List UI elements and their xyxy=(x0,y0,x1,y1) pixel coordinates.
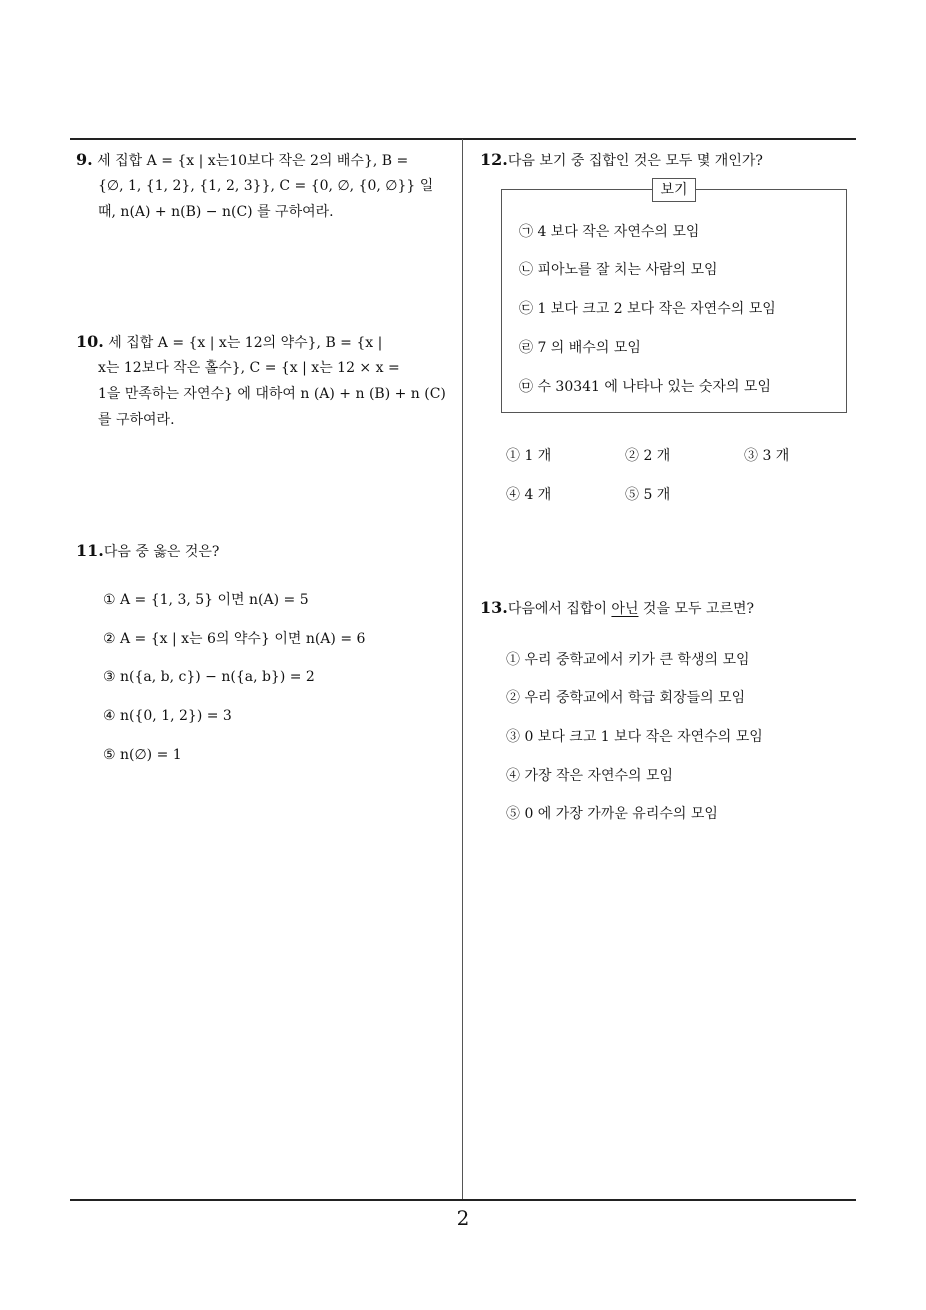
question-text-line: x는 12보다 작은 홀수}, C = {x | x는 12 × x = xyxy=(98,360,400,376)
top-rule xyxy=(70,138,856,140)
choice-1[interactable]: ① 우리 중학교에서 키가 큰 학생의 모임 xyxy=(506,652,750,668)
question-text-line: 1을 만족하는 자연수} 에 대하여 n (A) + n (B) + n (C) xyxy=(98,386,446,402)
question-text: 다음 중 옳은 것은? xyxy=(103,544,220,560)
question-number: 12. xyxy=(480,150,508,169)
choice-4[interactable]: ④ n({0, 1, 2}) = 3 xyxy=(103,708,232,724)
choice-3[interactable]: ③ 3 개 xyxy=(744,448,790,464)
choice-1[interactable]: ① 1 개 xyxy=(506,448,552,464)
choice-3[interactable]: ③ 0 보다 크고 1 보다 작은 자연수의 모임 xyxy=(506,729,763,745)
choice-3[interactable]: ③ n({a, b, c}) − n({a, b}) = 2 xyxy=(103,669,315,685)
question-number: 11. xyxy=(76,541,104,560)
question-text-line: {∅, 1, {1, 2}, {1, 2, 3}}, C = {0, ∅, {0, ∅}} 일 xyxy=(98,178,434,194)
choice-2[interactable]: ② 우리 중학교에서 학급 회장들의 모임 xyxy=(506,690,746,706)
example-item: ㉤ 수 30341 에 나타나 있는 숫자의 모임 xyxy=(519,379,771,395)
choice-5[interactable]: ⑤ n(∅) = 1 xyxy=(103,747,182,763)
question-text-line: 세 집합 A = {x | x는10보다 작은 2의 배수}, B = xyxy=(97,153,409,169)
question-9 xyxy=(76,147,408,174)
choice-5[interactable]: ⑤ 0 에 가장 가까운 유리수의 모임 xyxy=(506,806,718,822)
question-text-line: 때, n(A) + n(B) − n(C) 를 구하여라. xyxy=(98,204,334,220)
question-number: 9. xyxy=(76,150,93,169)
question-text: 다음에서 집합이 xyxy=(507,601,612,617)
example-box-title: 보기 xyxy=(652,178,696,202)
choice-5[interactable]: ⑤ 5 개 xyxy=(625,487,671,503)
column-divider xyxy=(462,139,463,1200)
example-item: ㉣ 7 의 배수의 모임 xyxy=(519,340,641,356)
emphasis-underlined: 아닌 xyxy=(611,601,639,617)
bottom-rule xyxy=(70,1199,856,1201)
question-13 xyxy=(480,595,754,622)
example-item: ㉠ 4 보다 작은 자연수의 모임 xyxy=(519,224,700,240)
question-10 xyxy=(76,329,382,356)
question-11 xyxy=(76,538,219,565)
example-item: ㉢ 1 보다 크고 2 보다 작은 자연수의 모임 xyxy=(519,301,776,317)
question-text-line: 를 구하여라. xyxy=(98,412,175,428)
question-number: 10. xyxy=(76,332,104,351)
choice-4[interactable]: ④ 가장 작은 자연수의 모임 xyxy=(506,768,674,784)
example-item: ㉡ 피아노를 잘 치는 사람의 모임 xyxy=(519,262,718,278)
choice-2[interactable]: ② A = {x | x는 6의 약수} 이면 n(A) = 6 xyxy=(103,631,366,647)
question-12 xyxy=(480,147,763,174)
question-text-line: 세 집합 A = {x | x는 12의 약수}, B = {x | xyxy=(108,335,383,351)
question-number: 13. xyxy=(480,598,508,617)
choice-4[interactable]: ④ 4 개 xyxy=(506,487,552,503)
question-text: 것을 모두 고르면? xyxy=(638,601,755,617)
page-number: 2 xyxy=(456,1206,470,1230)
question-text: 다음 보기 중 집합인 것은 모두 몇 개인가? xyxy=(507,153,763,169)
choice-2[interactable]: ② 2 개 xyxy=(625,448,671,464)
choice-1[interactable]: ① A = {1, 3, 5} 이면 n(A) = 5 xyxy=(103,592,309,608)
